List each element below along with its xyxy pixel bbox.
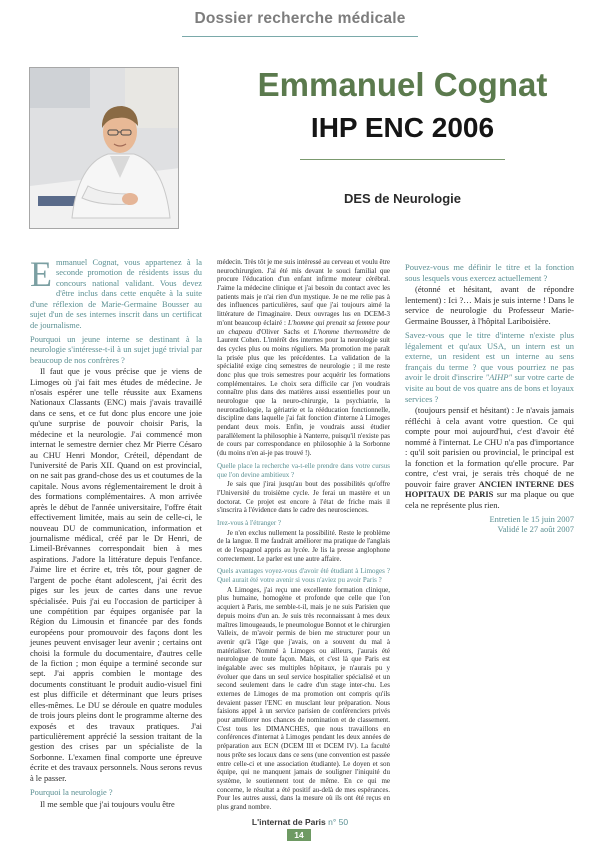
answer-5: A Limoges, j'ai reçu une excellente formation clinique, plus humaine, homogène et profonde que celle que l'on acquiert à Paris, me semble-t-il, mais je ne suis Parisien que depuis moins d'un an. Je suis très reconnaissant à mes deux maîtres limougeauds, le pneumologue Bonnot et le chirurgien Valleix, de m'avoir permis de bien me structurer pour un avenir qu'à l'âge que j'avais, on a souvent du mal à matérialiser. Nommé à Limoges ou ailleurs, j'aurais été neurologue de toute façon. Mais, et c'est là que Paris est inégalable avec ses multiples hôpitaux, je n'aurais pu y évoluer que dans un seul service hospitalier spécialisé et un second seulement dans le cadre d'un stage inter-chu. Les externes de Limoges de ma promotion ont compris qu'ils devaient passer l'ENC en musclant leur préparation. Nous faisions appel à un service parisien de conférenciers privés pour améliorer nos chances de nomination et de classement. C'est tous les DIMANCHES, que nous travaillons en conférences d'internat à Limoges pendant les deux années de préparation aux ECN (DCEM III et DCEM IV). La faculté nous prête ses locaux dans ce sens (une convention est passée entre celle-ci et une association étudiante). Le doyen et son équipe, qui ne manquent jamais de souligner l'iniquité du système, le soutiennent tout de même. En ce qui me concerne, le résultat a été positif au-delà de mes espérances. Pour les autres aussi, dans la mesure où ils ont été reçus en plus grand nombre. [217,585,390,811]
interviewee-subtitle: IHP ENC 2006 [310,112,495,143]
question-7: Savez-vous que le titre d'interne n'existe plus légalement et qu'aux USA, un intern est un externe, un resident est un interne au sens français du terme ? que vous pourriez ne pas avoir le droit d'inscrire "AIHP" sur votre carte de visite au bout de vos quatre ans de bons et loyaux services ? [405,330,575,404]
drop-cap: E [30,254,52,294]
article-column-1 [30,254,202,810]
article-column-3 [405,258,574,535]
question-1: Pourquoi un jeune interne se destinant à la neurologie s'intéresse-t-il à un sujet jugé trivial par beaucoup de nos confrères ? [30,334,202,365]
question-3: Quelle place la recherche va-t-elle prendre dans votre cursus que l'on devine ambitieux ? [217,461,390,479]
book-title-1: L'homme qui prenait sa femme pour un chapeau [217,318,390,336]
answer-6: (étonné et hésitant, avant de répondre lentement) : Ici ?… Mais je suis interne ! Dans le service de neurologie du Professeur Marie-Germaine Bousser, à l'hôpital Lariboisière. [405,284,574,326]
article-column-2 [217,258,390,812]
footer-publication [0,817,600,827]
specialty-label: DES de Neurologie [343,191,462,206]
question-6: Pouvez-vous me définir le titre et la fonction sous lesquels vous exercez actuellement ? [405,262,574,283]
section-title: Dossier recherche médicale [194,10,406,27]
interviewee-name: Emmanuel Cognat [257,66,548,103]
answer-7: (toujours pensif et hésitant) : Je n'avais jamais réfléchi à cela avant votre question. Ce qui compte pour moi aujourd'hui, c'est d'avoir été nommé à l'internat. Le CHU n'a pas d'importance : qu'il soit parisien ou provincial, le principal est la fonction et la formation qu'elle procure. Par contre, c'est vrai, je serais très choqué de ne pouvoir faire graver ANCIEN INTERNE DES HOPITAUX DE PARIS sur ma plaque ou que cela ne représente plus rien. [405,405,575,511]
article-intro: mmanuel Cognat, vous appartenez à la seconde promotion de résidents issus du concours national validant. Vous devez d'être inclus dans cette enquête à la suite d'une réflexion de Marie-Germaine Bousser au sujet d'un de ses internes inscrit dans un certificat de journalisme. [30,258,202,330]
answer-2-body: médecin. Très tôt je me suis intéressé au cerveau et voulu être neurochirurgien. J'ai été mis devant le souci familial que procure l'éducation d'un enfant infirme moteur cérébral. J'aime la médecine clinique et j'ai besoin du contact avec les patients mais je n'ai rien d'un mystique. Je ne me relie pas à des influences particulières, sauf que j'ai toujours aimé la littérature de l'imaginaire. Deux ouvrages lus en DCEM-3 m'ont beaucoup éclairé : L'homme qui prenait sa femme pour un chapeau d'Oliver Sachs et L'homme thermomètre de Laurent Cohen. L'intérêt des internes pour la neurologie suit des cycles plus ou moins réguliers. Ma promotion me paraît la prisée plus que les précédentes. La validation de la spécialité exige cinq semestres de neurologie ; il me reste donc plus que trois semestres pour acquérir les formations complémentaires. Le choix sera difficile car j'en voudrais connaître plus dans des matières aussi essentielles pour un neurologue que la neuro-chirurgie, la psychiatrie, la neuroradiologie, la gériatrie et la rééducation fonctionnelle, discipline dans laquelle j'ai fait fonction d'interne à Limoges pendant deux mois. Enfin, je voudrais aussi étudier parallèlement la philosophie à Nanterre, puisqu'il n'existe pas de cours par correspondance en philosophie à la Sorbonne (du moins n'en ai-je pas trouvé !). [217,258,391,458]
publication-name: L'internat de Paris [251,817,326,827]
answer-1: Il faut que je vous précise que je viens de Limoges où j'ai fait mes études de médecine. Je n'osais espérer une telle réussite aux Examens Nationaux Classants (ENC) mais j'avais travaillé dans ce sens, et ce fut donc plus encore une joie qu'une surprise de pouvoir choisir Paris, la médecine et la neurologie. J'ai commencé mon internat le semestre dernier chez Mr Pierre Césaro au CHU Henri Mondor, Créteil, dépendant de l'université de Paris XII. Quand on est provincial, on ne sait pas grand-chose des us et coutumes de la capitale. Nous avons réglementairement le droit à des formations complémentaires. A mon arrivée après le début de l'année universitaire, l'offre était effectivement limitée, mais au sein de celle-ci, le nouveau DU de communication, information et journalisme médical, créé par le Dr Henri, de Limeil-Brévannes correspondait bien à mes aspirations. J'adore la littérature depuis l'enfance. J'aime lire et écrire et, très tôt, pour gagner de l'argent de poche étant adolescent, j'ai écrit des piges sur les jeux de cartes dans une revue spécialisée. Puis j'ai eu l'occasion de participer à une compétition par équipes organisée par la Région du Limousin et financée par des fonds européens pour promouvoir des façons dont les jeunes peuvent envisager leur avenir ; certains ont choisi la formule du documentaire, d'autres celle de la fiction ; mon équipe a terminé seconde sur sept. J'ai appris combien le montage des documents constituant le produit audio-visuel fini est plus difficile et déterminant que leurs prises elles-mêmes. Le DU se déroule en quatre modules de trois jours pleins dont le programme alterne des exposés et des travaux pratiques. J'ai particulièrement apprécié la session traitant de la gestion des crises par un spécialiste de la Sorbonne. L'examen final comporte une épreuve écrite et des travaux personnels. Nous serons revus à le passer. [30,367,202,783]
portrait-photo [29,67,179,229]
validation-date: Validé le 27 août 2007 [497,524,574,535]
answer-4: Je n'en exclus nullement la possibilité. Reste le problème de la langue. Il me faudrait améliorer ma pratique de l'anglais et de l'espagnol appris au lycée. Je lis la presse anglophone correctement. Le parler est une autre affaire. [217,528,390,563]
book-title-2: L'homme thermomètre [313,327,380,336]
answer-3: Je sais que j'irai jusqu'au bout des possibilités qu'offre l'Université du troisième cycle. Je ferai un mastère et un doctorat. Ce projet est encore à l'état de friche mais il s'inscrira à l'évidence dans le cadre des neurosciences. [217,480,390,515]
question-4: Irez-vous à l'étranger ? [217,518,282,527]
interview-date: Entretien le 15 juin 2007 [489,513,574,524]
page-number: 14 [287,829,311,841]
engraving-text: ANCIEN INTERNE DES HOPITAUX DE PARIS [405,478,574,500]
header-divider [182,36,418,37]
issue-number: n° 50 [328,817,349,827]
question-2: Pourquoi la neurologie ? [30,788,113,798]
answer-2-start: Il me semble que j'ai toujours voulu être [40,799,175,809]
question-5: Quels avantages voyez-vous d'avoir été étudiant à Limoges ? Quel aurait été votre avenir si vous n'aviez pu avoir Paris ? [217,567,390,585]
title-divider [300,159,505,160]
